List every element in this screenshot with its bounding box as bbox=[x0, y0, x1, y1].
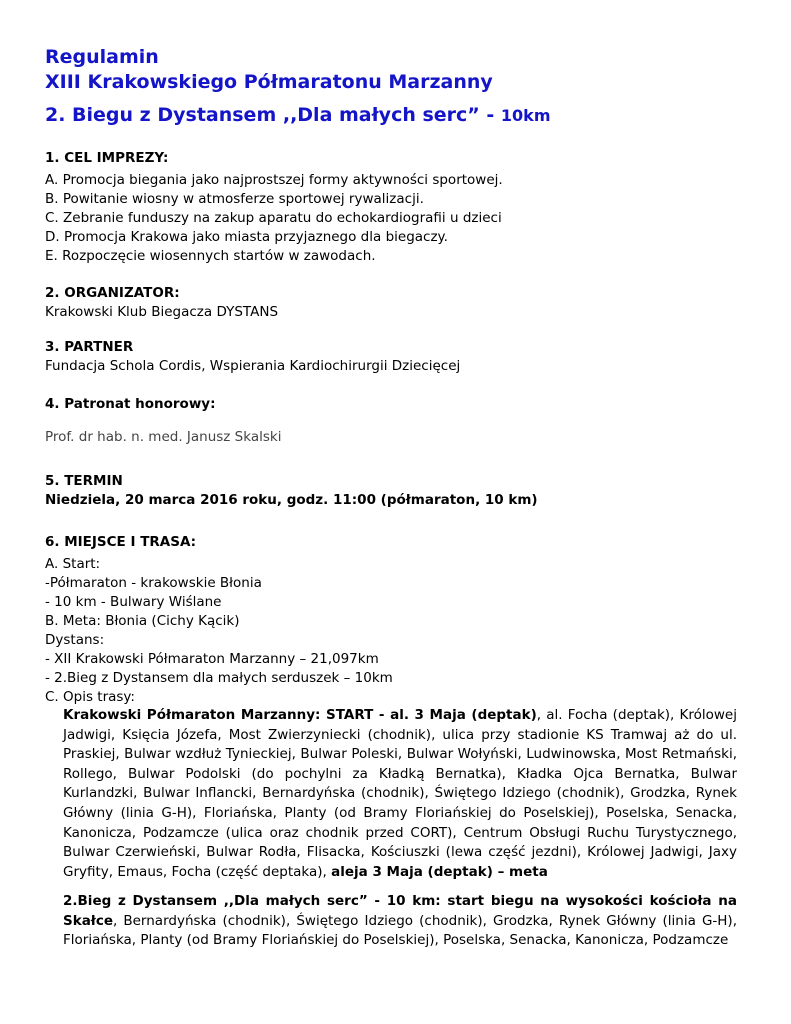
list-item: A. Start: bbox=[45, 556, 101, 572]
section-heading: 6. MIEJSCE I TRASA: bbox=[45, 534, 197, 550]
list-item: Dystans: bbox=[45, 632, 105, 648]
doc-title-run bbox=[45, 103, 550, 128]
route-description-half-marathon bbox=[63, 706, 737, 882]
section-text: Krakowski Klub Biegacza DYSTANS bbox=[45, 304, 279, 320]
list-item: C. Opis trasy: bbox=[45, 689, 135, 705]
section-heading: 5. TERMIN bbox=[45, 473, 123, 489]
list-item: D. Promocja Krakowa jako miasta przyjaznego dla biegaczy. bbox=[45, 229, 448, 245]
doc-title-event: XIII Krakowskiego Półmaratonu Marzanny bbox=[45, 71, 493, 93]
section-miejsce bbox=[45, 533, 745, 707]
list-item: B. Meta: Błonia (Cichy Kącik) bbox=[45, 613, 240, 629]
list-item: A. Promocja biegania jako najprostszej formy aktywności sportowej. bbox=[45, 172, 503, 188]
section-cel bbox=[45, 149, 745, 266]
section-partner bbox=[45, 338, 745, 376]
section-patronat bbox=[45, 395, 745, 447]
route-start-label: 2.Bieg z Dystansem ,,Dla małych serc” - 10 km: start biegu na wysokości kościoła na Skałce bbox=[63, 893, 737, 929]
section-text: Prof. dr hab. n. med. Janusz Skalski bbox=[45, 429, 282, 445]
section-termin bbox=[45, 472, 745, 510]
list-item: - 2.Bieg z Dystansem dla małych serduszek – 10km bbox=[45, 670, 393, 686]
doc-title-run-main: 2. Biegu z Dystansem ,,Dla małych serc” - bbox=[45, 104, 501, 126]
list-item: E. Rozpoczęcie wiosennych startów w zawodach. bbox=[45, 248, 376, 264]
section-heading: 1. CEL IMPREZY: bbox=[45, 150, 169, 166]
section-heading: 2. ORGANIZATOR: bbox=[45, 285, 180, 301]
route-description-10k bbox=[63, 892, 737, 951]
list-item: C. Zebranie funduszy na zakup aparatu do echokardiografii u dzieci bbox=[45, 210, 502, 226]
section-heading: 4. Patronat honorowy: bbox=[45, 396, 216, 412]
list-item: - 10 km - Bulwary Wiślane bbox=[45, 594, 222, 610]
doc-title-run-distance: 10km bbox=[500, 106, 551, 125]
section-heading: 3. PARTNER bbox=[45, 339, 134, 355]
section-text: Fundacja Schola Cordis, Wspierania Kardiochirurgii Dziecięcej bbox=[45, 358, 461, 374]
route-finish-label: aleja 3 Maja (deptak) – meta bbox=[331, 863, 548, 880]
route-body: , al. Focha (deptak), Królowej Jadwigi, Księcia Józefa, Most Zwierzyniecki (chodnik), ulica przy stadionie KS Tramwaj aż do ul. Praskiej, Bulwar wzdłuż Tynieckiej, Bulwar Poleski, Bulwar Wołyński, Ludwinowska, Most Retmański, Rollego, Bulwar Podolski (do pochylni za Kładką Bernatka), Kładka Ojca Bernatka, Bulwar Kurlandzki, Bulwar Inflancki, Bernardyńska (chodnik), Świętego Idziego (chodnik), Grodzka, Rynek Główny (linia G-H), Floriańska, Planty (od Bramy Floriańskiej do Poselskiej), Poselska, Senacka, Kanonicza, Podzamcze (ulica oraz chodnik przed CORT), Centrum Obsługi Ruchu Turystycznego, Bulwar Czerwieński, Bulwar Rodła, Flisacka, Kościuszki (lewa część jezdni), Królowej Jadwigi, Jaxy Gryfity, Emaus, Focha (część deptaka), bbox=[63, 707, 737, 880]
section-text: Niedziela, 20 marca 2016 roku, godz. 11:00 (półmaraton, 10 km) bbox=[45, 492, 538, 508]
list-item: -Półmaraton - krakowskie Błonia bbox=[45, 575, 262, 591]
doc-title-regulamin: Regulamin bbox=[45, 46, 159, 68]
route-body: , Bernardyńska (chodnik), Świętego Idziego (chodnik), Grodzka, Rynek Główny (linia G-H), Floriańska, Planty (od Bramy Floriańskiej do Poselskiej), Poselska, Senacka, Kanonicza, Podzamcze bbox=[63, 912, 737, 949]
list-item: B. Powitanie wiosny w atmosferze sportowej rywalizacji. bbox=[45, 191, 424, 207]
section-organizator bbox=[45, 284, 745, 322]
route-start-label: Krakowski Półmaraton Marzanny: START - al. 3 Maja (deptak) bbox=[63, 707, 537, 723]
list-item: - XII Krakowski Półmaraton Marzanny – 21,097km bbox=[45, 651, 379, 667]
